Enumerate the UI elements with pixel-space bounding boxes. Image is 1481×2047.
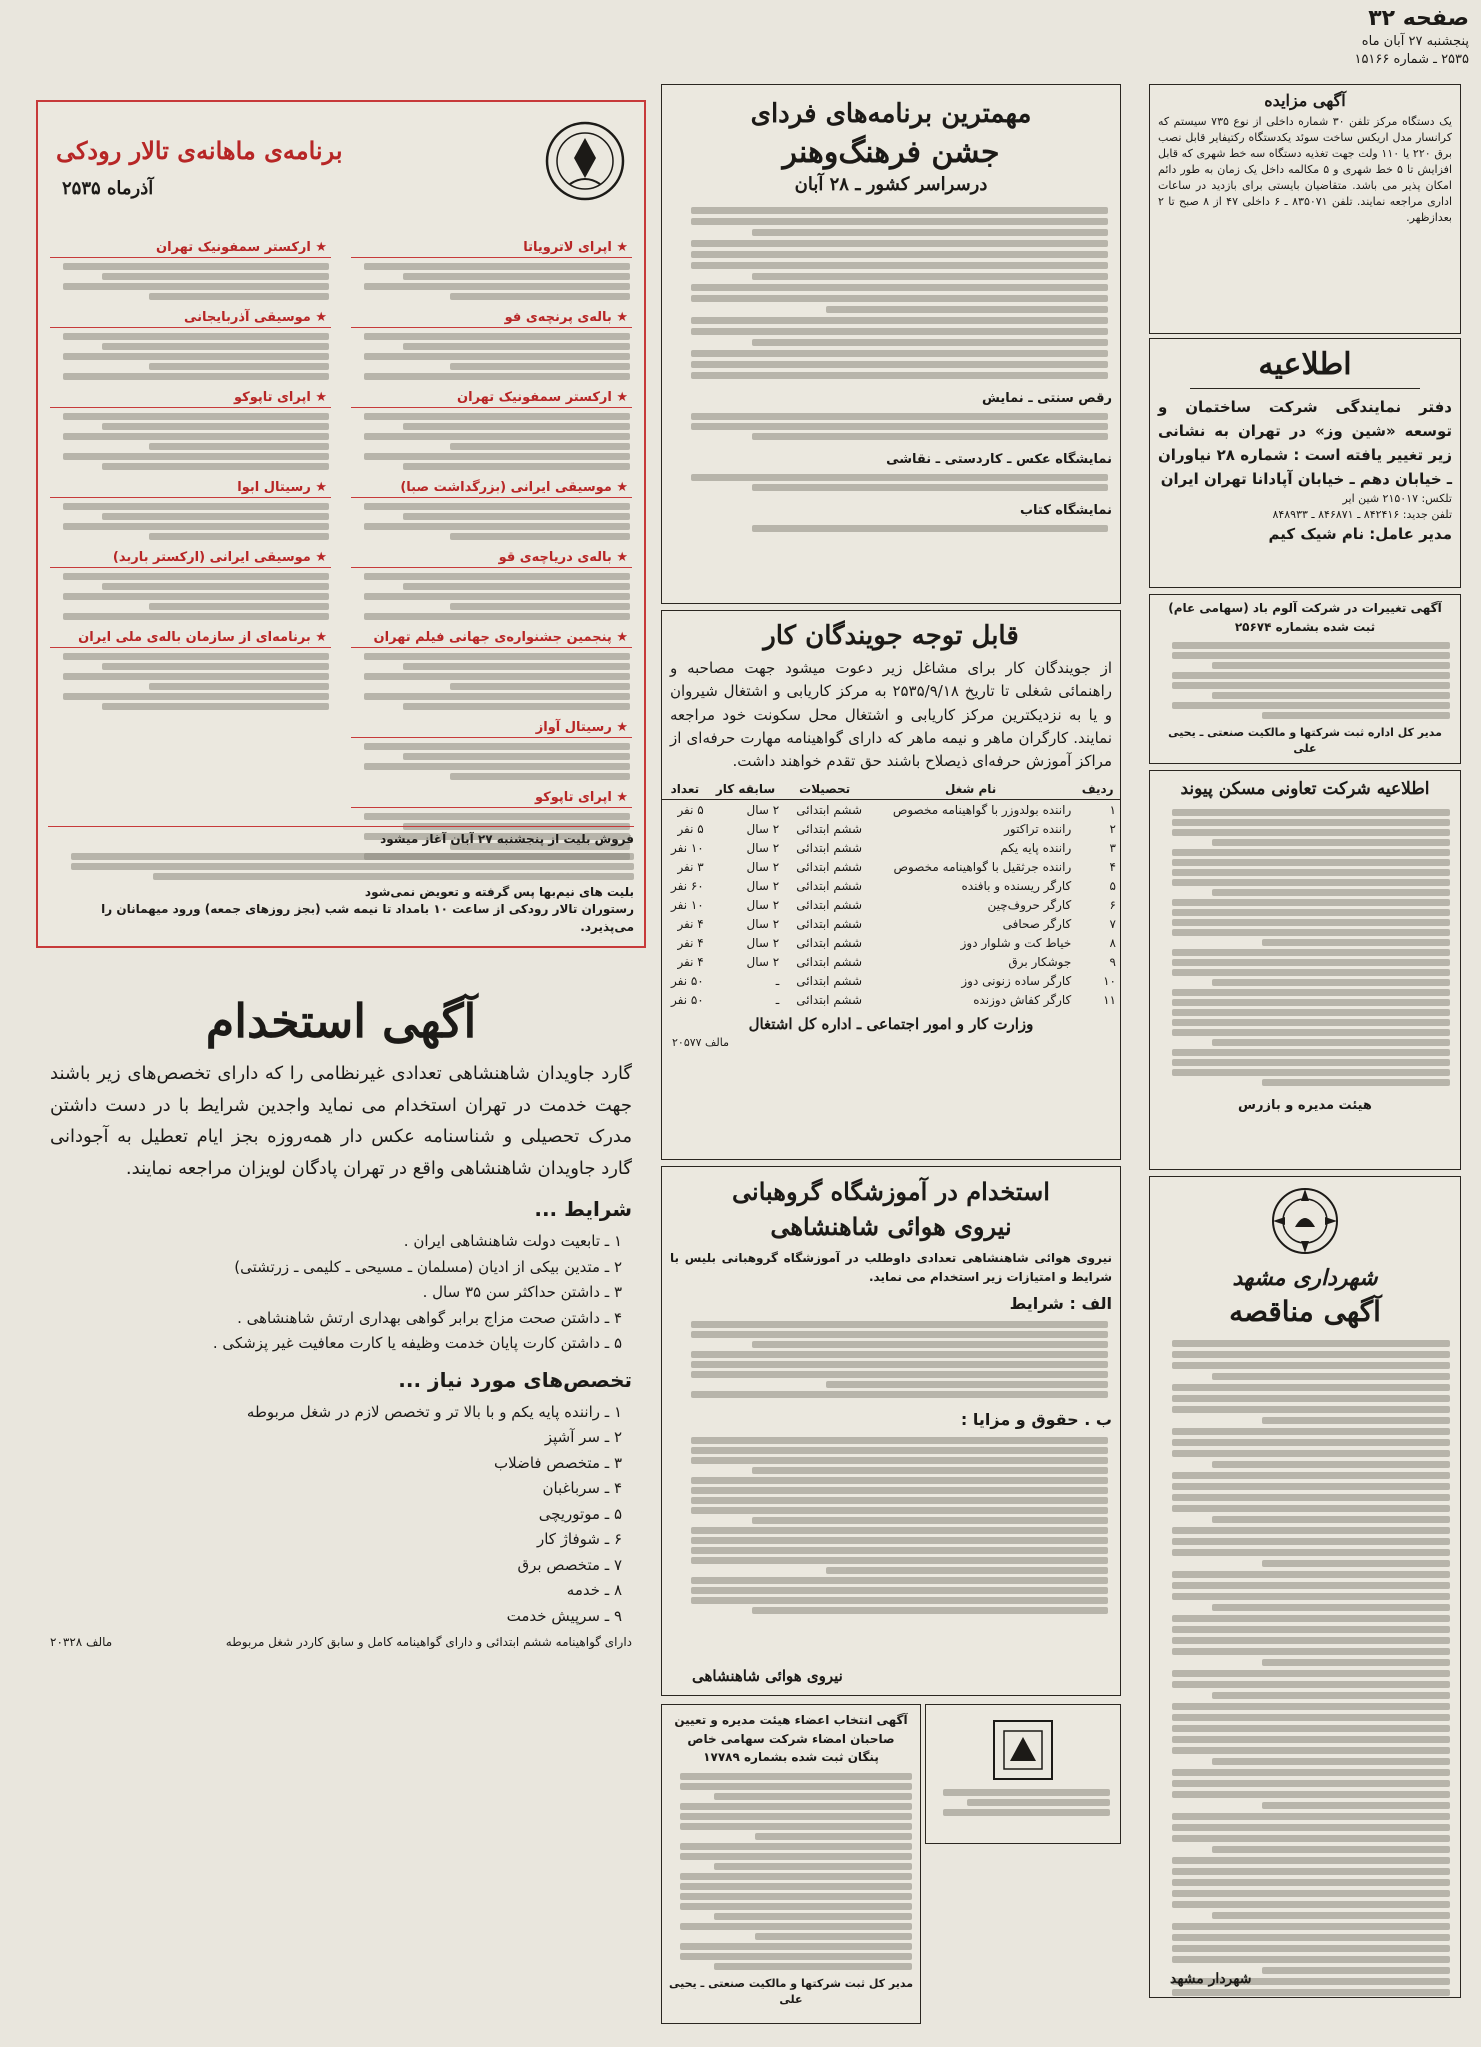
table-cell: ۵ xyxy=(1109,878,1116,893)
table-row xyxy=(662,800,1120,820)
mashhad-signature: شهردار مشهد xyxy=(1170,1971,1252,1987)
program-section-details xyxy=(345,741,638,782)
company-stamp-ad xyxy=(925,1704,1121,1844)
program-section-details xyxy=(345,651,638,712)
table-row xyxy=(662,914,1120,933)
auction-ad xyxy=(1149,84,1461,334)
program-section-title: ★ اپرای لاترویاتا xyxy=(351,238,632,258)
airforce-conditions xyxy=(662,1317,1120,1402)
table-cell: ۲ سال xyxy=(746,840,780,855)
page-number: صفحه ۳۲ xyxy=(1368,6,1469,31)
table-cell: ۳ نفر xyxy=(677,859,704,874)
roudaki-footer3: رستوران تالار رودکی از ساعت ۱۰ بامداد تا نیمه شب (بجز روزهای جمعه) ورود میهمانان را می‌پذیرد. xyxy=(101,902,634,934)
directors-title: آگهی انتخاب اعضاء هیئت مدیره و تعیین صاحبان امضاء شرکت سهامی خاص پنگان ثبت شده بشماره ۱۷۷۸۹ xyxy=(674,1713,908,1765)
table-row xyxy=(662,819,1120,838)
table-cell: کارگر ساده زنونی دوز xyxy=(961,973,1072,988)
culture-subtitle: جشن فرهنگ‌وهنر xyxy=(782,135,1000,170)
program-section-title: ★ برنامه‌ای از سازمان باله‌ی ملی ایران xyxy=(50,628,331,648)
table-cell: ششم ابتدائی xyxy=(796,821,863,836)
guard-cond-title: شرایط ... xyxy=(534,1197,632,1221)
table-cell: ۴ نفر xyxy=(677,935,704,950)
table-row xyxy=(662,895,1120,914)
program-section-title: ★ موسیقی ایرانی (ارکستر باربد) xyxy=(50,548,331,568)
table-cell: ۸ xyxy=(1109,935,1116,950)
program-section xyxy=(345,388,638,472)
program-section xyxy=(44,548,337,622)
program-section-details xyxy=(345,331,638,382)
table-cell: ششم ابتدائی xyxy=(796,878,863,893)
table-cell: ۱۰ نفر xyxy=(671,897,704,912)
roudaki-footer xyxy=(48,826,634,936)
roudaki-title: برنامه‌ی ماهانه‌ی تالار رودکی xyxy=(56,136,343,165)
table-cell: ـ xyxy=(775,992,780,1007)
table-cell: ۵ نفر xyxy=(677,802,704,817)
program-section-title: ★ باله‌ی دریاچه‌ی قو xyxy=(351,548,632,568)
table-cell: جوشکار برق xyxy=(1008,954,1072,969)
notice-ad xyxy=(1149,338,1461,588)
program-section xyxy=(345,238,638,302)
guard-spec-item: ۶ ـ شوفاژ کار xyxy=(536,1530,622,1548)
culture-festival-ad xyxy=(661,84,1121,604)
table-cell: ۴ نفر xyxy=(677,916,704,931)
table-cell: ۲ سال xyxy=(746,878,780,893)
guard-ad xyxy=(36,980,646,2020)
table-cell: ـ xyxy=(775,973,780,988)
table-cell: کارگر کفاش دوزنده xyxy=(973,992,1072,1007)
program-section xyxy=(345,478,638,542)
table-cell: ۵۰ نفر xyxy=(671,992,704,1007)
culture-title: مهمترین برنامه‌های فردای xyxy=(750,99,1032,129)
table-cell: ۲ سال xyxy=(746,935,780,950)
masthead xyxy=(12,6,1469,74)
table-cell: ششم ابتدائی xyxy=(796,916,863,931)
program-section-details xyxy=(44,651,337,712)
table-row xyxy=(662,838,1120,857)
roudaki-col-right xyxy=(345,232,638,862)
roudaki-footer2: بلیت های نیم‌بها پس گرفته و تعویض نمی‌شود xyxy=(364,884,634,899)
table-cell: ۲ سال xyxy=(746,859,780,874)
program-section-title: ★ اپرای تاپوکو xyxy=(351,788,632,808)
program-section-title: ★ ارکستر سمفونیک تهران xyxy=(50,238,331,258)
culture-program-list xyxy=(662,203,1120,383)
program-section-title: ★ رسیتال ابوا xyxy=(50,478,331,498)
table-cell: ۲ سال xyxy=(746,954,780,969)
roudaki-columns xyxy=(38,232,644,862)
table-cell: ۶ xyxy=(1109,897,1116,912)
table-row xyxy=(662,933,1120,952)
jobseekers-ad-no: مالف ۲۰۵۷۷ xyxy=(672,1036,730,1050)
guard-conditions xyxy=(36,1229,646,1357)
roudaki-footer1: فروش بلیت از پنجشنبه ۲۷ آبان آغاز میشود xyxy=(380,832,634,847)
mashhad-text xyxy=(1150,1336,1460,1998)
guard-condition-item: ۲ ـ متدین بیکی از ادیان (مسلمان ـ مسیحی ـ کلیمی ـ زرتشتی) xyxy=(234,1257,622,1276)
registry-ad xyxy=(1149,594,1461,764)
culture-theater-text xyxy=(662,409,1120,444)
culture-theater: رقص سنتی ـ نمایش xyxy=(981,391,1112,406)
airforce-ad xyxy=(661,1166,1121,1696)
table-cell: ششم ابتدائی xyxy=(796,840,863,855)
table-cell: ۱۰ xyxy=(1103,973,1116,988)
table-cell: ششم ابتدائی xyxy=(796,897,863,912)
table-cell: کارگر صحافی xyxy=(1002,916,1072,931)
table-cell: ۲ سال xyxy=(746,897,780,912)
program-section-details xyxy=(44,571,337,622)
table-cell: ۴ نفر xyxy=(677,954,704,969)
roudaki-emblem-icon xyxy=(540,116,630,206)
guard-spec-title: تخصص‌های مورد نیاز ... xyxy=(398,1367,632,1392)
table-cell: ۱۰ نفر xyxy=(671,840,704,855)
airforce-title1: استخدام در آموزشگاه گروهبانی xyxy=(732,1177,1050,1206)
table-cell: راننده جرثقیل با گواهینامه مخصوص xyxy=(893,859,1072,874)
guard-condition-item: ۳ ـ داشتن حداکثر سن ۳۵ سال . xyxy=(422,1283,622,1301)
culture-book: نمایشگاه کتاب xyxy=(1019,503,1112,519)
company-logo-icon xyxy=(988,1715,1058,1785)
coop-text xyxy=(1150,805,1460,1090)
table-cell: ششم ابتدائی xyxy=(796,935,863,950)
mashhad-title: آگهی مناقصه xyxy=(1229,1295,1381,1328)
culture-book-text xyxy=(662,521,1120,536)
table-cell: ۲ سال xyxy=(746,802,780,817)
jobseekers-body: از جویندگان کار برای مشاغل زیر دعوت میشود جهت مصاحبه و راهنمائی شغلی تا تاریخ ۲۵۳۵/۹/۱۸ به مرکز کاریابی و اشتغال شیروان و یا به نزدیکترین مرکز کاریابی و اشتغال محل سکونت خود مراجعه نمایند. کارگران ماهر و نیمه ماهر که دارای گواهینامه مهارت حرفه‌ای از مراکز آموزش حرفه‌ای ذیصلاح باشند حق تقدم خواهند داشت. xyxy=(670,659,1112,770)
program-section-details xyxy=(44,501,337,542)
jobseekers-ad xyxy=(661,610,1121,1160)
table-row xyxy=(662,952,1120,971)
table-cell: ششم ابتدائی xyxy=(796,992,863,1007)
guard-spec-item: ۸ ـ خدمه xyxy=(566,1581,622,1599)
guard-specs xyxy=(36,1400,646,1630)
program-section-title: ★ موسیقی آذربایجانی xyxy=(50,308,331,328)
program-section-title: ★ اپرای تاپوکو xyxy=(50,388,331,408)
guard-ad-no: مالف ۲۰۳۲۸ xyxy=(50,1635,113,1649)
airforce-title2: نیروی هوائی شاهنشاهی xyxy=(770,1212,1012,1241)
roudaki-footer-lines xyxy=(48,849,634,884)
program-section-details xyxy=(345,571,638,622)
program-section xyxy=(44,238,337,302)
table-cell: ۹ xyxy=(1109,954,1116,969)
coop-title: اطلاعیه شرکت تعاونی مسکن پیوند xyxy=(1180,779,1430,799)
registry-footer: مدیر کل اداره ثبت شرکتها و مالکیت صنعتی ـ یحیی علی xyxy=(1168,726,1442,756)
mashhad-ad xyxy=(1149,1176,1461,1998)
program-section xyxy=(345,308,638,382)
jobseekers-signature: وزارت کار و امور اجتماعی ـ اداره کل اشتغال xyxy=(748,1015,1034,1034)
table-row xyxy=(662,971,1120,990)
registry-title: آگهی تغییرات در شرکت آلوم باد (سهامی عام) ثبت شده بشماره ۲۵۶۷۴ xyxy=(1168,601,1442,634)
table-cell: راننده تراکتور xyxy=(1004,821,1072,836)
guard-body: گارد جاویدان شاهنشاهی تعدادی غیرنظامی را که دارای تخصص‌های زیر باشند جهت خدمت در تهران استخدام می نماید واجدین شرایط با در دست داشتن مدرک تحصیلی و شناسنامه عکس دار همه‌روزه بجز ایام تعطیل به آجودانی گارد جاویدان شاهنشاهی واقع در تهران پادگان لویزان مراجعه نمایند. xyxy=(50,1063,632,1179)
table-cell: ۳ xyxy=(1109,840,1116,855)
mashhad-emblem-icon xyxy=(1265,1181,1345,1261)
issue-date: پنجشنبه ۲۷ آبان ماه xyxy=(1361,34,1469,49)
airforce-benefits xyxy=(662,1433,1120,1618)
program-section-title: ★ پنجمین جشنواره‌ی جهانی فیلم تهران xyxy=(351,628,632,648)
airforce-sec-a: الف : شرایط xyxy=(1009,1294,1112,1314)
guard-spec-item: ۳ ـ متخصص فاضلاب xyxy=(494,1453,622,1472)
table-cell: ۵ نفر xyxy=(677,821,704,836)
program-section-title: ★ باله‌ی پرنچه‌ی فو xyxy=(351,308,632,328)
table-cell: ۱۱ xyxy=(1103,992,1116,1007)
program-section-details xyxy=(345,261,638,302)
table-row xyxy=(662,876,1120,895)
guard-spec-item: ۴ ـ سرباغبان xyxy=(542,1479,622,1497)
program-section xyxy=(44,308,337,382)
program-section xyxy=(345,548,638,622)
guard-condition-item: ۵ ـ داشتن کارت پایان خدمت وظیفه یا کارت معافیت غیر پزشکی . xyxy=(212,1334,622,1352)
roudaki-month: آذرماه ۲۵۳۵ xyxy=(62,178,154,199)
program-section xyxy=(44,478,337,542)
notice-title: اطلاعیه xyxy=(1190,339,1420,389)
company-stamp-text xyxy=(926,1789,1120,1816)
col-row: ردیف xyxy=(1075,779,1120,800)
guard-spec-item: ۵ ـ موتوریچی xyxy=(538,1504,622,1523)
col-job: نام شغل xyxy=(866,779,1075,800)
coop-footer: هیئت مدیره و بازرس xyxy=(1238,1098,1372,1113)
table-cell: ۲ سال xyxy=(746,821,780,836)
issue-number: ۲۵۳۵ ـ شماره ۱۵۱۶۶ xyxy=(1354,52,1469,67)
col-experience: سابقه کار xyxy=(708,779,784,800)
notice-phones: تلفن جدید: ۸۴۲۴۱۶ ـ ۸۴۶۸۷۱ ـ ۸۴۸۹۳۳ xyxy=(1272,507,1452,521)
auction-title: آگهی مزایده xyxy=(1264,91,1346,110)
program-section-details xyxy=(345,501,638,542)
program-section xyxy=(44,628,337,712)
culture-photo-text xyxy=(662,470,1120,495)
table-cell: راننده پایه یکم xyxy=(1000,840,1072,855)
table-cell: ۷ xyxy=(1109,916,1116,931)
guard-spec-item: ۷ ـ متخصص برق xyxy=(517,1555,622,1574)
table-cell: کارگر ریسنده و بافنده xyxy=(961,878,1072,893)
registry-text xyxy=(1150,636,1460,725)
table-cell: خیاط کت و شلوار دوز xyxy=(960,935,1072,950)
table-row xyxy=(662,990,1120,1009)
table-cell: ششم ابتدائی xyxy=(796,973,863,988)
guard-spec-item: ۹ ـ سرپیش خدمت xyxy=(506,1606,622,1625)
airforce-signature: نیروی هوائی شاهنشاهی xyxy=(692,1667,843,1685)
airforce-sec-b: ب . حقوق و مزایا : xyxy=(960,1409,1112,1429)
guard-title: آگهی استخدام xyxy=(205,994,477,1048)
culture-photo: نمایشگاه عکس ـ کاردستی ـ نقاشی xyxy=(886,452,1112,468)
program-section xyxy=(345,628,638,712)
col-education: تحصیلات xyxy=(783,779,866,800)
program-section-details xyxy=(44,331,337,382)
auction-body: یک دستگاه مرکز تلفن ۳۰ شماره داخلی از نوع ۷۳۵ سیستم که کرانسار مدل اریکس ساخت سوئد یکدستگاه رکتیفایر قابل نصب برق ۲۲۰ یا ۱۱۰ ولت جهت تغذیه دستگاه سه خط شهری که قابل افزایش تا ۵ خط شهری و ۵ مکالمه داخل یک زمان به طور دائم امکان پذیر می باشد. متقاضیان بایستی برای بازدید در ساعات اداری مراجعه نمایند. تلفن ۸۳۵۰۷۱ ـ ۶ داخلی ۴۷ از ۸ صبح تا ۲ بعدازظهر. xyxy=(1158,115,1453,224)
roudaki-program xyxy=(36,100,646,948)
guard-spec-item: ۱ ـ راننده پایه یکم و با بالا تر و تخصص لازم در شغل مربوطه xyxy=(246,1402,622,1421)
table-cell: ۴ xyxy=(1109,859,1116,874)
notice-telex: تلکس: ۲۱۵۰۱۷ شین ایر xyxy=(1342,492,1452,505)
directors-ad xyxy=(661,1704,921,2024)
table-cell: کارگر حروف‌چین xyxy=(987,897,1072,912)
table-cell: ششم ابتدائی xyxy=(796,859,863,874)
program-section-title: ★ رسیتال آواز xyxy=(351,718,632,738)
program-section-details xyxy=(345,411,638,472)
guard-spec-item: ۲ ـ سر آشپز xyxy=(544,1428,622,1446)
guard-condition-item: ۱ ـ تابعیت دولت شاهنشاهی ایران . xyxy=(403,1232,622,1250)
roudaki-col-left xyxy=(44,232,337,862)
guard-req: دارای گواهینامه ششم ابتدائی و دارای گواهینامه کامل و سابق کاردر شغل مربوطه xyxy=(225,1635,632,1649)
table-cell: ۲ سال xyxy=(746,916,780,931)
jobs-table-header xyxy=(662,779,1120,800)
table-cell: ۵۰ نفر xyxy=(671,973,704,988)
directors-text xyxy=(662,1767,920,1976)
table-cell: راننده بولدوزر با گواهینامه مخصوص xyxy=(892,802,1072,817)
table-cell: ۱ xyxy=(1109,802,1116,817)
program-section-title: ★ ارکستر سمفونیک تهران xyxy=(351,388,632,408)
program-section-title: ★ موسیقی ایرانی (بزرگداشت صبا) xyxy=(351,478,632,498)
airforce-intro: نیروی هوائی شاهنشاهی تعدادی داوطلب در آموزشگاه گروهبانی بلیس با شرایط و امتیازات زیر استخدام می نماید. xyxy=(670,1251,1112,1284)
table-cell: ۲ xyxy=(1109,821,1116,836)
col-count: تعداد xyxy=(662,779,708,800)
mashhad-org: شهرداری مشهد xyxy=(1232,1265,1378,1291)
notice-manager: مدیر عامل: نام شیک کیم xyxy=(1268,524,1452,543)
jobseekers-title: قابل توجه جویندگان کار xyxy=(763,621,1019,651)
table-row xyxy=(662,857,1120,876)
coop-ad xyxy=(1149,770,1461,1170)
guard-condition-item: ۴ ـ داشتن صحت مزاج برابر گواهی بهداری ارتش شاهنشاهی . xyxy=(237,1308,622,1327)
table-cell: ۶۰ نفر xyxy=(671,878,704,893)
program-section-details xyxy=(44,261,337,302)
notice-body: دفتر نمایندگی شرکت ساختمان و توسعه «شین وز» در تهران به نشانی زیر تغییر یافته است : شماره ۲۸ نیاوران ـ خیابان دهم ـ خیابان آپادانا تهران ایران xyxy=(1158,398,1452,488)
guard-footer xyxy=(36,1629,646,1655)
program-section-details xyxy=(44,411,337,472)
jobs-table xyxy=(662,779,1120,1009)
program-section xyxy=(44,388,337,472)
program-section xyxy=(345,718,638,782)
table-cell: ششم ابتدائی xyxy=(796,802,863,817)
table-cell: ششم ابتدائی xyxy=(796,954,863,969)
culture-date: درسراسر کشور ـ ۲۸ آبان xyxy=(794,174,988,195)
directors-footer: مدیر کل ثبت شرکتها و مالکیت صنعتی ـ یحیی علی xyxy=(668,1976,914,2006)
